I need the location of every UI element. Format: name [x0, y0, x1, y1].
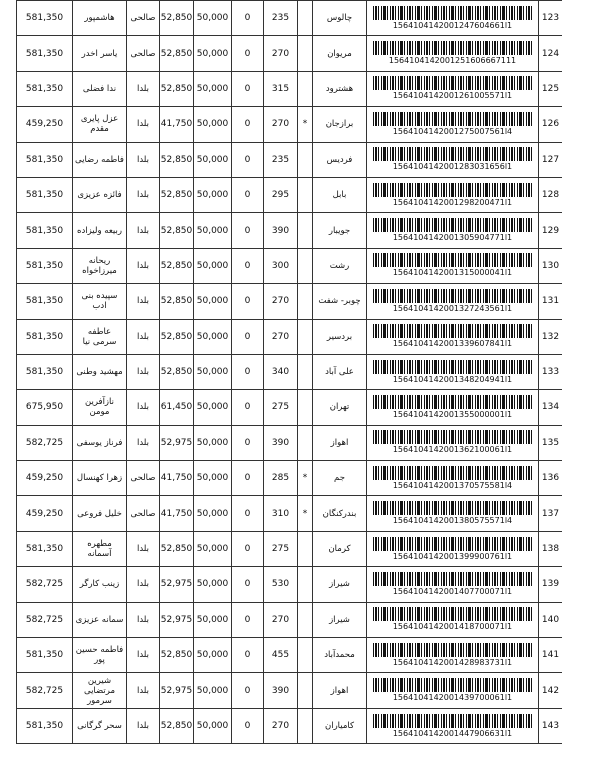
barcode-number: 1564104142001327243561l1 [392, 303, 513, 313]
payable-amount-cell: 581,350 [17, 36, 73, 71]
row-index-cell: 137 [539, 496, 563, 531]
gross-amount-cell: 52,850 [160, 1, 194, 36]
row-index-cell: 136 [539, 461, 563, 496]
category-cell: صالحی [127, 36, 160, 71]
deduction-cell: 0 [232, 461, 264, 496]
barcode-number: 1564104142001447906631l1 [392, 728, 513, 738]
city-cell: فردیس [313, 142, 367, 177]
mark-cell [298, 708, 313, 743]
table-row [17, 213, 563, 248]
city-cell: کرمان [313, 531, 367, 566]
category-cell: بلدا [127, 248, 160, 283]
recipient-name-cell: ریحانه میرزاخواه [73, 248, 127, 283]
gross-amount-cell: 52,850 [160, 213, 194, 248]
gross-amount-cell: 52,850 [160, 284, 194, 319]
table-row [17, 425, 563, 460]
days-cell: 270 [264, 602, 298, 637]
recipient-name-cell: فاطمه حسین پور [73, 638, 127, 673]
recipient-name-cell: مهشید وطنی [73, 354, 127, 389]
table-row [17, 71, 563, 106]
recipient-name-cell: سمانه عزیزی [73, 602, 127, 637]
days-cell: 235 [264, 1, 298, 36]
row-index-cell: 139 [539, 567, 563, 602]
payable-amount-cell: 459,250 [17, 496, 73, 531]
recipient-name-cell: نازآفرین مومن [73, 390, 127, 425]
table-row [17, 602, 563, 637]
recipient-name-cell: هاشمپور [73, 1, 127, 36]
mark-cell [298, 354, 313, 389]
mark-cell [298, 142, 313, 177]
base-amount-cell: 50,000 [194, 354, 232, 389]
barcode-cell [367, 390, 539, 425]
barcode-graphic [373, 360, 533, 374]
base-amount-cell: 50,000 [194, 248, 232, 283]
category-cell: بلدا [127, 390, 160, 425]
table-row [17, 638, 563, 673]
recipient-name-cell: عزل پایری مقدم [73, 107, 127, 142]
row-index-cell: 129 [539, 213, 563, 248]
base-amount-cell: 50,000 [194, 1, 232, 36]
barcode-number: 1564104142001348204941l1 [392, 374, 513, 384]
mark-cell: * [298, 461, 313, 496]
barcode-number: 1564104142001247604661l1 [392, 20, 513, 30]
row-index-cell: 135 [539, 425, 563, 460]
row-index-cell: 127 [539, 142, 563, 177]
payable-amount-cell: 581,350 [17, 71, 73, 106]
city-cell: محمدآباد [313, 638, 367, 673]
mark-cell [298, 213, 313, 248]
category-cell: صالحی [127, 496, 160, 531]
barcode-graphic [373, 430, 533, 444]
barcode-number: 1564104142001251606667111 [388, 56, 517, 66]
barcode-graphic [373, 289, 533, 303]
barcode-graphic [373, 253, 533, 267]
barcode-cell [367, 177, 539, 212]
base-amount-cell: 50,000 [194, 284, 232, 319]
base-amount-cell: 50,000 [194, 177, 232, 212]
deduction-cell: 0 [232, 708, 264, 743]
row-index-cell: 126 [539, 107, 563, 142]
row-index-cell: 138 [539, 531, 563, 566]
deduction-cell: 0 [232, 673, 264, 708]
days-cell: 530 [264, 567, 298, 602]
payable-amount-cell: 581,350 [17, 708, 73, 743]
row-index-cell: 142 [539, 673, 563, 708]
base-amount-cell: 50,000 [194, 36, 232, 71]
barcode-cell [367, 567, 539, 602]
barcode-graphic [373, 41, 533, 55]
payable-amount-cell: 581,350 [17, 319, 73, 354]
payable-amount-cell: 581,350 [17, 638, 73, 673]
days-cell: 270 [264, 319, 298, 354]
row-index-cell: 134 [539, 390, 563, 425]
city-cell: مریوان [313, 36, 367, 71]
mark-cell [298, 1, 313, 36]
table-row [17, 390, 563, 425]
row-index-cell: 133 [539, 354, 563, 389]
table-row [17, 461, 563, 496]
base-amount-cell: 50,000 [194, 567, 232, 602]
recipient-name-cell: فرناز یوسفی [73, 425, 127, 460]
gross-amount-cell: 52,850 [160, 638, 194, 673]
barcode-cell [367, 461, 539, 496]
days-cell: 275 [264, 390, 298, 425]
base-amount-cell: 50,000 [194, 673, 232, 708]
row-index-cell: 132 [539, 319, 563, 354]
category-cell: بلدا [127, 107, 160, 142]
barcode-cell [367, 284, 539, 319]
base-amount-cell: 50,000 [194, 425, 232, 460]
days-cell: 300 [264, 248, 298, 283]
base-amount-cell: 50,000 [194, 142, 232, 177]
row-index-cell: 130 [539, 248, 563, 283]
city-cell: شیراز [313, 602, 367, 637]
category-cell: بلدا [127, 284, 160, 319]
barcode-number: 1564104142001439700061l1 [392, 693, 513, 703]
base-amount-cell: 50,000 [194, 708, 232, 743]
gross-amount-cell: 52,850 [160, 71, 194, 106]
table-row [17, 708, 563, 743]
barcode-graphic [373, 147, 533, 161]
recipient-name-cell: مطهره آسمانه [73, 531, 127, 566]
table-row [17, 284, 563, 319]
payable-amount-cell: 581,350 [17, 177, 73, 212]
city-cell: اهواز [313, 425, 367, 460]
base-amount-cell: 50,000 [194, 71, 232, 106]
table-row [17, 1, 563, 36]
barcode-number: 1564104142001418700071l1 [392, 622, 513, 632]
gross-amount-cell: 52,975 [160, 425, 194, 460]
barcode-number: 1564104142001315000041l1 [392, 268, 513, 278]
city-cell: جم [313, 461, 367, 496]
category-cell: بلدا [127, 71, 160, 106]
barcode-number: 1564104142001428983731l1 [392, 657, 513, 667]
payment-list-sheet [16, 0, 562, 774]
recipient-name-cell: زینب کارگر [73, 567, 127, 602]
category-cell: بلدا [127, 177, 160, 212]
mark-cell [298, 673, 313, 708]
barcode-graphic [373, 466, 533, 480]
base-amount-cell: 50,000 [194, 496, 232, 531]
barcode-number: 1564104142001339607841l1 [392, 339, 513, 349]
days-cell: 340 [264, 354, 298, 389]
mark-cell [298, 638, 313, 673]
barcode-cell [367, 36, 539, 71]
days-cell: 270 [264, 36, 298, 71]
row-index-cell: 143 [539, 708, 563, 743]
barcode-cell [367, 71, 539, 106]
barcode-number: 1564104142001275007561l4 [392, 126, 513, 136]
category-cell: صالحی [127, 461, 160, 496]
payable-amount-cell: 582,725 [17, 673, 73, 708]
barcode-cell [367, 638, 539, 673]
category-cell: بلدا [127, 142, 160, 177]
payable-amount-cell: 582,725 [17, 567, 73, 602]
barcode-graphic [373, 643, 533, 657]
table-row [17, 107, 563, 142]
category-cell: صالحی [127, 1, 160, 36]
mark-cell [298, 177, 313, 212]
row-index-cell: 123 [539, 1, 563, 36]
payable-amount-cell: 582,725 [17, 425, 73, 460]
barcode-cell [367, 496, 539, 531]
deduction-cell: 0 [232, 107, 264, 142]
table-row [17, 142, 563, 177]
barcode-graphic [373, 572, 533, 586]
days-cell: 270 [264, 284, 298, 319]
barcode-cell [367, 425, 539, 460]
barcode-number: 1564104142001370575581l4 [392, 480, 513, 490]
table-row [17, 567, 563, 602]
barcode-graphic [373, 6, 533, 20]
table-row [17, 496, 563, 531]
city-cell: رشت [313, 248, 367, 283]
barcode-cell [367, 319, 539, 354]
barcode-graphic [373, 607, 533, 621]
barcode-graphic [373, 714, 533, 728]
barcode-cell [367, 354, 539, 389]
table-row [17, 319, 563, 354]
city-cell: جویبار [313, 213, 367, 248]
mark-cell [298, 567, 313, 602]
base-amount-cell: 50,000 [194, 107, 232, 142]
payable-amount-cell: 581,350 [17, 248, 73, 283]
deduction-cell: 0 [232, 496, 264, 531]
recipient-name-cell: یاسر اخدر [73, 36, 127, 71]
gross-amount-cell: 61,450 [160, 390, 194, 425]
barcode-number: 1564104142001407700071l1 [392, 586, 513, 596]
city-cell: اهواز [313, 673, 367, 708]
gross-amount-cell: 52,975 [160, 602, 194, 637]
days-cell: 285 [264, 461, 298, 496]
days-cell: 295 [264, 177, 298, 212]
barcode-graphic [373, 501, 533, 515]
days-cell: 455 [264, 638, 298, 673]
deduction-cell: 0 [232, 638, 264, 673]
deduction-cell: 0 [232, 1, 264, 36]
barcode-cell [367, 602, 539, 637]
barcode-cell [367, 673, 539, 708]
deduction-cell: 0 [232, 531, 264, 566]
city-cell: بردسیر [313, 319, 367, 354]
deduction-cell: 0 [232, 319, 264, 354]
gross-amount-cell: 41,750 [160, 461, 194, 496]
city-cell: چالوس [313, 1, 367, 36]
barcode-cell [367, 213, 539, 248]
payable-amount-cell: 581,350 [17, 1, 73, 36]
payment-table [16, 0, 562, 744]
barcode-graphic [373, 183, 533, 197]
deduction-cell: 0 [232, 177, 264, 212]
category-cell: بلدا [127, 531, 160, 566]
category-cell: بلدا [127, 708, 160, 743]
barcode-graphic [373, 76, 533, 90]
deduction-cell: 0 [232, 248, 264, 283]
days-cell: 390 [264, 673, 298, 708]
category-cell: بلدا [127, 354, 160, 389]
barcode-number: 1564104142001380575571l4 [392, 516, 513, 526]
deduction-cell: 0 [232, 213, 264, 248]
gross-amount-cell: 52,850 [160, 708, 194, 743]
row-index-cell: 125 [539, 71, 563, 106]
table-row [17, 177, 563, 212]
city-cell: کامیاران [313, 708, 367, 743]
recipient-name-cell: سپیده بنی ادب [73, 284, 127, 319]
payable-amount-cell: 581,350 [17, 531, 73, 566]
deduction-cell: 0 [232, 36, 264, 71]
gross-amount-cell: 52,850 [160, 319, 194, 354]
gross-amount-cell: 52,850 [160, 177, 194, 212]
mark-cell [298, 71, 313, 106]
category-cell: بلدا [127, 319, 160, 354]
days-cell: 390 [264, 213, 298, 248]
payable-amount-cell: 459,250 [17, 461, 73, 496]
gross-amount-cell: 52,850 [160, 248, 194, 283]
payable-amount-cell: 459,250 [17, 107, 73, 142]
recipient-name-cell: سحر گرگانی [73, 708, 127, 743]
gross-amount-cell: 52,850 [160, 354, 194, 389]
payable-amount-cell: 581,350 [17, 213, 73, 248]
barcode-number: 1564104142001399900761l1 [392, 551, 513, 561]
category-cell: بلدا [127, 213, 160, 248]
gross-amount-cell: 52,850 [160, 142, 194, 177]
city-cell: بندرکنگان [313, 496, 367, 531]
barcode-graphic [373, 395, 533, 409]
recipient-name-cell: فائزه عزیزی [73, 177, 127, 212]
barcode-number: 1564104142001298200471l1 [392, 197, 513, 207]
base-amount-cell: 50,000 [194, 213, 232, 248]
barcode-cell [367, 708, 539, 743]
mark-cell [298, 36, 313, 71]
barcode-number: 1564104142001283031656l1 [392, 162, 513, 172]
city-cell: هشترود [313, 71, 367, 106]
city-cell: علی آباد [313, 354, 367, 389]
barcode-cell [367, 531, 539, 566]
base-amount-cell: 50,000 [194, 602, 232, 637]
days-cell: 270 [264, 708, 298, 743]
base-amount-cell: 50,000 [194, 638, 232, 673]
deduction-cell: 0 [232, 142, 264, 177]
barcode-graphic [373, 324, 533, 338]
deduction-cell: 0 [232, 354, 264, 389]
payable-amount-cell: 581,350 [17, 354, 73, 389]
payable-amount-cell: 581,350 [17, 142, 73, 177]
row-index-cell: 140 [539, 602, 563, 637]
row-index-cell: 128 [539, 177, 563, 212]
deduction-cell: 0 [232, 567, 264, 602]
category-cell: بلدا [127, 638, 160, 673]
days-cell: 390 [264, 425, 298, 460]
barcode-number: 1564104142001305904771l1 [392, 233, 513, 243]
row-index-cell: 141 [539, 638, 563, 673]
table-row [17, 673, 563, 708]
barcode-graphic [373, 537, 533, 551]
table-row [17, 36, 563, 71]
recipient-name-cell: فاطمه رضایی [73, 142, 127, 177]
row-index-cell: 124 [539, 36, 563, 71]
base-amount-cell: 50,000 [194, 461, 232, 496]
barcode-number: 1564104142001261005571l1 [392, 91, 513, 101]
mark-cell [298, 319, 313, 354]
recipient-name-cell: عاطفه سرمی نیا [73, 319, 127, 354]
days-cell: 315 [264, 71, 298, 106]
mark-cell [298, 284, 313, 319]
table-row [17, 531, 563, 566]
city-cell: بابل [313, 177, 367, 212]
base-amount-cell: 50,000 [194, 390, 232, 425]
recipient-name-cell: ندا فضلی [73, 71, 127, 106]
category-cell: بلدا [127, 602, 160, 637]
payable-amount-cell: 675,950 [17, 390, 73, 425]
table-body [17, 1, 563, 744]
days-cell: 270 [264, 107, 298, 142]
barcode-cell [367, 107, 539, 142]
city-cell: برازجان [313, 107, 367, 142]
mark-cell [298, 390, 313, 425]
gross-amount-cell: 41,750 [160, 496, 194, 531]
payable-amount-cell: 581,350 [17, 284, 73, 319]
city-cell: چوبر- شفت [313, 284, 367, 319]
recipient-name-cell: ربیعه ولیزاده [73, 213, 127, 248]
deduction-cell: 0 [232, 602, 264, 637]
days-cell: 310 [264, 496, 298, 531]
payable-amount-cell: 582,725 [17, 602, 73, 637]
mark-cell [298, 602, 313, 637]
recipient-name-cell: زهرا کهنسال [73, 461, 127, 496]
mark-cell [298, 425, 313, 460]
barcode-number: 1564104142001362100061l1 [392, 445, 513, 455]
days-cell: 275 [264, 531, 298, 566]
barcode-cell [367, 248, 539, 283]
base-amount-cell: 50,000 [194, 531, 232, 566]
deduction-cell: 0 [232, 284, 264, 319]
city-cell: شیراز [313, 567, 367, 602]
category-cell: بلدا [127, 425, 160, 460]
city-cell: تهران [313, 390, 367, 425]
barcode-graphic [373, 218, 533, 232]
base-amount-cell: 50,000 [194, 319, 232, 354]
mark-cell: * [298, 107, 313, 142]
table-row [17, 248, 563, 283]
category-cell: بلدا [127, 673, 160, 708]
barcode-cell [367, 1, 539, 36]
barcode-cell [367, 142, 539, 177]
category-cell: بلدا [127, 567, 160, 602]
gross-amount-cell: 52,850 [160, 36, 194, 71]
gross-amount-cell: 52,975 [160, 673, 194, 708]
recipient-name-cell: شیرین مرتضایی سرمور [73, 673, 127, 708]
gross-amount-cell: 52,975 [160, 567, 194, 602]
table-row [17, 354, 563, 389]
row-index-cell: 131 [539, 284, 563, 319]
deduction-cell: 0 [232, 71, 264, 106]
mark-cell [298, 248, 313, 283]
deduction-cell: 0 [232, 390, 264, 425]
barcode-graphic [373, 678, 533, 692]
mark-cell: * [298, 496, 313, 531]
gross-amount-cell: 52,850 [160, 531, 194, 566]
barcode-graphic [373, 112, 533, 126]
days-cell: 235 [264, 142, 298, 177]
barcode-number: 1564104142001355000001l1 [392, 409, 513, 419]
mark-cell [298, 531, 313, 566]
recipient-name-cell: خلیل فروعی [73, 496, 127, 531]
deduction-cell: 0 [232, 425, 264, 460]
gross-amount-cell: 41,750 [160, 107, 194, 142]
